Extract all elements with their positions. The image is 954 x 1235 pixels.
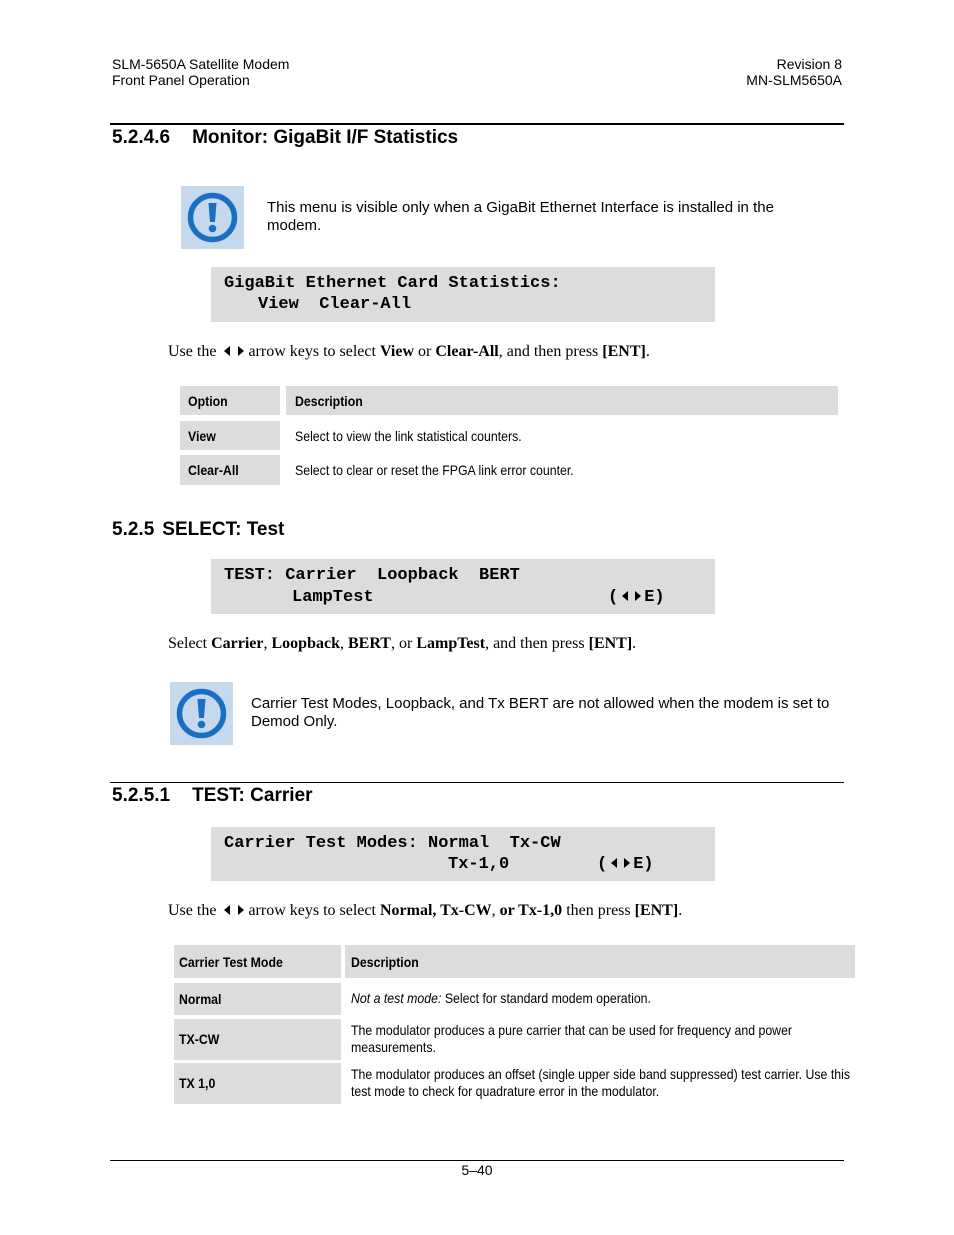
lcd-line-2: View Clear-All	[258, 295, 412, 314]
instr-text: ,	[491, 902, 500, 919]
table-row	[174, 1063, 341, 1104]
left-arrow-icon	[224, 905, 230, 915]
instr-option: LampTest	[416, 635, 486, 652]
note-text: Carrier Test Modes, Loopback, and Tx BERT are not allowed when the modem is set to Demod Only.	[251, 695, 830, 730]
table-row	[174, 983, 341, 1015]
left-arrow-icon	[622, 591, 628, 601]
section-rule	[110, 782, 844, 783]
header-label: Description	[351, 954, 419, 970]
instruction-text	[168, 635, 636, 653]
header-right	[746, 56, 842, 88]
instr-text: Use the	[168, 343, 217, 360]
instr-text: .	[678, 902, 683, 919]
lcd-nav-open: (	[608, 588, 619, 607]
lcd-line-1: GigaBit Ethernet Card Statistics:	[224, 274, 561, 293]
mode-description	[351, 990, 651, 1007]
right-arrow-icon	[635, 591, 641, 601]
table-row	[180, 421, 280, 450]
table-header-cell	[286, 386, 838, 415]
instr-option: or Tx-1,0	[499, 902, 563, 919]
instr-option: Loopback	[271, 635, 340, 652]
mode-label: Normal	[179, 991, 222, 1007]
section-heading-5246	[112, 127, 458, 149]
instr-text: .	[632, 635, 637, 652]
header-revision: Revision 8	[776, 56, 842, 72]
table-row	[180, 455, 280, 485]
table-row	[174, 1019, 341, 1060]
instruction-text	[168, 902, 682, 920]
instr-text: or	[414, 343, 436, 360]
table-header-cell	[180, 386, 280, 415]
footer-rule	[110, 1160, 844, 1161]
lcd-nav-open: (	[597, 855, 608, 874]
instr-text: .	[645, 343, 650, 360]
lcd-display	[211, 827, 715, 881]
mode-label: TX 1,0	[179, 1075, 216, 1091]
important-note-icon	[170, 682, 233, 745]
lcd-display	[211, 559, 715, 614]
section-heading-525	[112, 519, 284, 541]
table-header-cell	[345, 945, 855, 978]
header-label: Option	[188, 393, 228, 409]
table-header-cell	[174, 945, 341, 978]
section-title: SELECT: Test	[162, 519, 285, 540]
instruction-text	[168, 343, 650, 361]
instr-text: arrow keys to select	[244, 902, 380, 919]
page-number: 5–40	[461, 1162, 493, 1178]
section-number: 5.2.5	[112, 519, 155, 540]
option-description: Select to view the link statistical counters.	[295, 428, 522, 444]
mode-description: The modulator produces an offset (single upper side band suppressed) test carrier. Use this test mode to check for quadrature error in the modulator.	[351, 1066, 851, 1099]
instr-text: , or	[390, 635, 417, 652]
option-description: Select to clear or reset the FPGA link error counter.	[295, 462, 574, 478]
header-rule	[110, 123, 844, 125]
instr-text: ,	[263, 635, 272, 652]
lcd-line-2: Tx-1,0	[448, 855, 510, 874]
lcd-nav-close: E)	[633, 855, 654, 874]
section-title: Monitor: GigaBit I/F Statistics	[192, 127, 459, 148]
instr-text: , and then press	[498, 343, 603, 360]
option-label: View	[188, 428, 216, 444]
lcd-line-1: Carrier Test Modes: Normal Tx-CW	[224, 834, 561, 853]
section-heading-5251	[112, 785, 312, 807]
section-number: 5.2.5.1	[112, 785, 171, 806]
lcd-line-1: TEST: Carrier Loopback BERT	[224, 566, 520, 585]
header-chapter: Front Panel Operation	[112, 72, 250, 88]
instr-option: Clear-All	[435, 343, 499, 360]
left-arrow-icon	[611, 858, 617, 868]
mode-label: TX-CW	[179, 1031, 220, 1047]
mode-description: The modulator produces a pure carrier that can be used for frequency and power measurements.	[351, 1022, 793, 1055]
note-text: This menu is visible only when a GigaBit Ethernet Interface is installed in the modem.	[267, 199, 774, 234]
instr-option: Normal, Tx-CW	[379, 902, 492, 919]
desc-italic: Not a test mode:	[351, 990, 442, 1006]
desc-text: Select for standard modem operation.	[441, 990, 651, 1006]
lcd-nav-close: E)	[644, 588, 665, 607]
header-doc-number: MN-SLM5650A	[746, 72, 842, 88]
instr-text: Use the	[168, 902, 217, 919]
option-label: Clear-All	[188, 462, 239, 478]
section-title: TEST: Carrier	[192, 785, 313, 806]
header-label: Carrier Test Mode	[179, 954, 283, 970]
instr-text: then press	[562, 902, 635, 919]
instr-key: [ENT]	[634, 902, 679, 919]
left-arrow-icon	[224, 346, 230, 356]
instr-option: View	[379, 343, 415, 360]
right-arrow-icon	[624, 858, 630, 868]
instr-text: , and then press	[485, 635, 589, 652]
instr-text: ,	[339, 635, 348, 652]
instr-option: Carrier	[211, 635, 264, 652]
header-product: SLM-5650A Satellite Modem	[112, 56, 290, 72]
instr-option: BERT	[347, 635, 391, 652]
header-left	[112, 56, 289, 88]
instr-key: [ENT]	[602, 343, 646, 360]
header-label: Description	[295, 393, 363, 409]
important-note-icon	[181, 186, 244, 249]
instr-text: arrow keys to select	[244, 343, 380, 360]
lcd-nav-hint	[597, 854, 654, 875]
lcd-display	[211, 267, 715, 322]
instr-key: [ENT]	[588, 635, 633, 652]
lcd-nav-hint	[608, 587, 665, 608]
section-number: 5.2.4.6	[112, 127, 171, 148]
lcd-line-2: LampTest	[292, 588, 374, 607]
instr-text: Select	[168, 635, 212, 652]
